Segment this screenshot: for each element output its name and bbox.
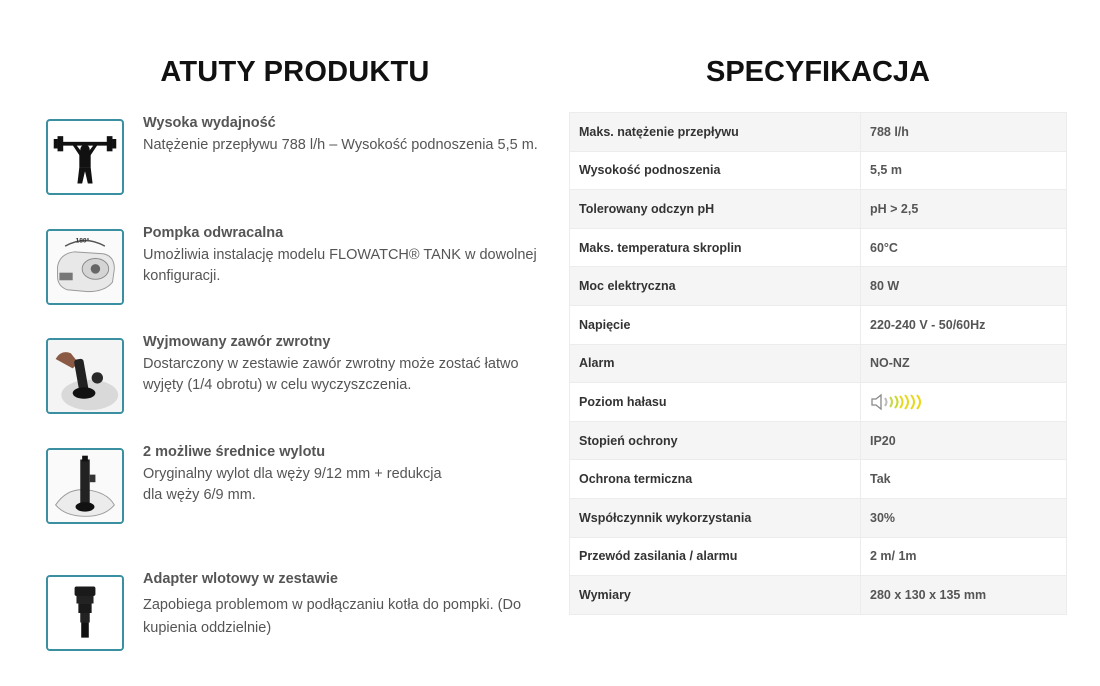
table-row	[570, 113, 1067, 152]
feature-item-check-valve	[46, 334, 536, 418]
feature-item-reversible-pump	[46, 225, 537, 309]
spec-label: Przewód zasilania / alarmu	[570, 537, 861, 576]
spec-label: Maks. temperatura skroplin	[570, 228, 861, 267]
spec-label: Ochrona termiczna	[570, 460, 861, 499]
outlet-diameter-icon	[46, 448, 124, 524]
spec-value: IP20	[861, 421, 1067, 460]
table-row	[570, 383, 1067, 422]
spec-value: 30%	[861, 498, 1067, 537]
feature-description: Dostarczony w zestawie zawór zwrotny może zostać łatwo wyjęty (1/4 obrotu) w celu wyczyszczenia.	[143, 356, 519, 393]
spec-value: pH > 2,5	[861, 190, 1067, 229]
spec-value: Tak	[861, 460, 1067, 499]
features-heading: ATUTY PRODUKTU	[160, 56, 430, 88]
feature-title: 2 możliwe średnice wylotu	[143, 444, 326, 460]
feature-item-high-performance	[46, 115, 538, 199]
feature-description: Zapobiega problemom w podłączaniu kotła do pompki. (Do kupienia oddzielnie)	[143, 597, 522, 636]
spec-value: 5,5 m	[861, 151, 1067, 190]
specification-table	[569, 112, 1067, 615]
table-row	[570, 498, 1067, 537]
spec-label: Stopień ochrony	[570, 421, 861, 460]
table-row	[570, 537, 1067, 576]
spec-value: NO-NZ	[861, 344, 1067, 383]
spec-value: 80 W	[861, 267, 1067, 306]
feature-description	[143, 464, 538, 506]
table-row	[570, 421, 1067, 460]
feature-description: Umożliwia instalację modelu FLOWATCH® TANK w dowolnej konfiguracji.	[143, 247, 537, 284]
reversible-pump-icon	[46, 229, 124, 305]
feature-item-outlet-diameter	[46, 444, 536, 528]
table-row	[570, 344, 1067, 383]
specification-heading: SPECYFIKACJA	[706, 56, 930, 88]
spec-label: Tolerowany odczyn pH	[570, 190, 861, 229]
spec-label: Alarm	[570, 344, 861, 383]
spec-value: 60°C	[861, 228, 1067, 267]
feature-title: Wysoka wydajność	[143, 115, 276, 131]
table-row	[570, 228, 1067, 267]
spec-value: 220-240 V - 50/60Hz	[861, 305, 1067, 344]
check-valve-icon	[46, 338, 124, 414]
table-row	[570, 305, 1067, 344]
spec-value: 788 l/h	[861, 113, 1067, 152]
feature-item-inlet-adapter	[46, 571, 536, 655]
weightlifter-icon	[46, 119, 124, 195]
spec-label: Poziom hałasu	[570, 383, 861, 422]
table-row	[570, 576, 1067, 615]
speaker-noise-level-icon	[870, 392, 930, 412]
table-row	[570, 151, 1067, 190]
spec-value: 280 x 130 x 135 mm	[861, 576, 1067, 615]
spec-label: Współczynnik wykorzystania	[570, 498, 861, 537]
feature-title: Wyjmowany zawór zwrotny	[143, 334, 331, 350]
feature-title: Adapter wlotowy w zestawie	[143, 571, 338, 587]
spec-label: Maks. natężenie przepływu	[570, 113, 861, 152]
table-row	[570, 267, 1067, 306]
spec-value: 2 m/ 1m	[861, 537, 1067, 576]
feature-description-line: Oryginalny wylot dla węży 9/12 mm + redukcja	[143, 466, 442, 482]
inlet-adapter-icon	[46, 575, 124, 651]
rotation-badge: 180°	[75, 237, 90, 245]
spec-label: Napięcie	[570, 305, 861, 344]
table-row	[570, 460, 1067, 499]
spec-label: Wymiary	[570, 576, 861, 615]
feature-title: Pompka odwracalna	[143, 225, 284, 241]
spec-value	[861, 383, 1067, 422]
spec-label: Moc elektryczna	[570, 267, 861, 306]
spec-label: Wysokość podnoszenia	[570, 151, 861, 190]
feature-description: Natężenie przepływu 788 l/h – Wysokość podnoszenia 5,5 m.	[143, 137, 538, 153]
feature-description-line: dla węży 6/9 mm.	[143, 487, 256, 503]
table-row	[570, 190, 1067, 229]
